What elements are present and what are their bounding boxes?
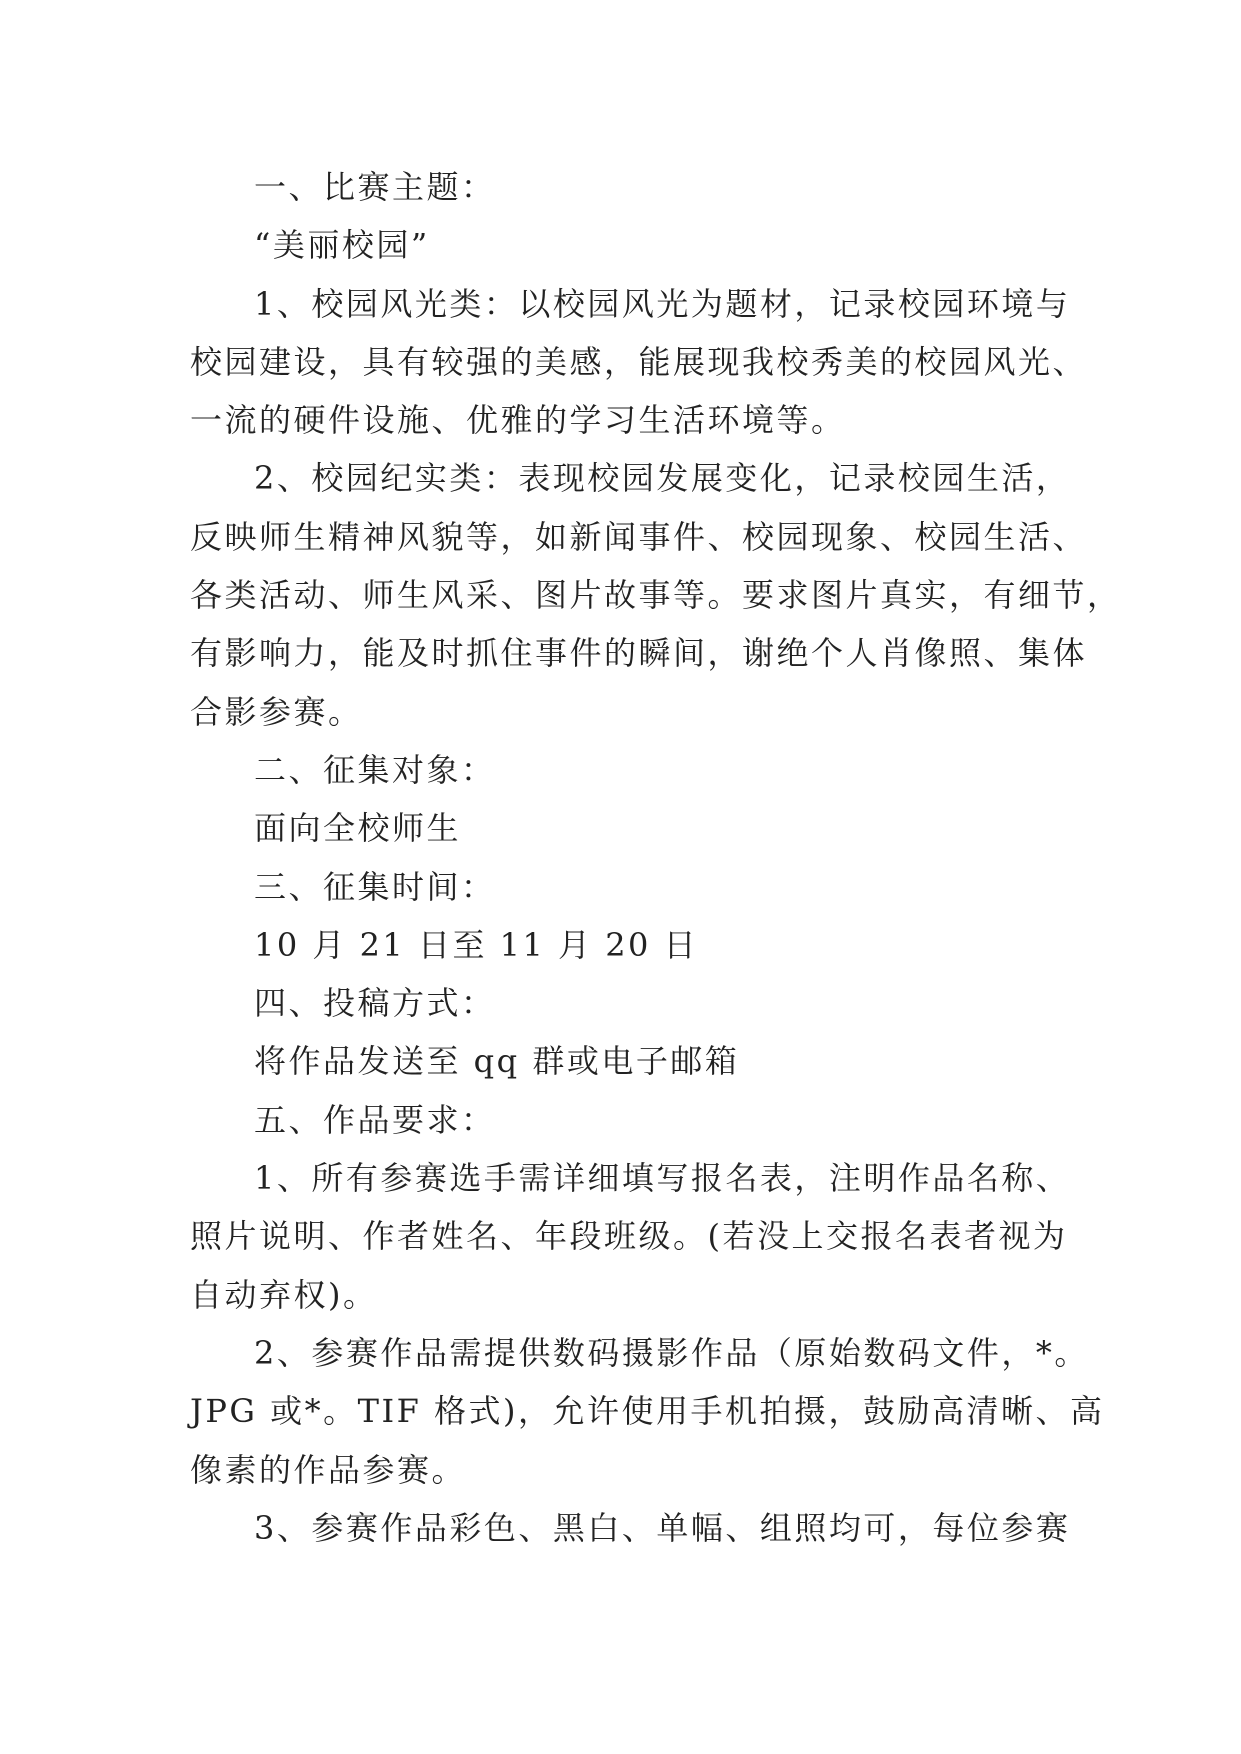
section-3-heading: 三、征集时间： [254, 867, 496, 906]
section-1-heading: 一、比赛主题： [254, 168, 496, 206]
paragraph-line: 反映师生精神风貌等，如新闻事件、校园现象、校园生活、 [190, 517, 1088, 556]
paragraph-line: 1、校园风光类：以校园风光为题材，记录校园环境与 [254, 284, 1071, 323]
section-4-heading: 四、投稿方式： [254, 984, 496, 1023]
paragraph-line: 校园建设，具有较强的美感，能展现我校秀美的校园风光、 [190, 342, 1088, 381]
paragraph-line: 有影响力，能及时抓住事件的瞬间，谢绝个人肖像照、集体 [190, 634, 1088, 673]
paragraph-line: 3、参赛作品彩色、黑白、单幅、组照均可，每位参赛 [254, 1508, 1071, 1547]
paragraph-line: 将作品发送至 qq 群或电子邮箱 [254, 1042, 740, 1081]
paragraph-line: 10 月 21 日至 11 月 20 日 [254, 925, 699, 964]
paragraph-line: 各类活动、师生风采、图片故事等。要求图片真实，有细节， [190, 576, 1122, 615]
paragraph-line: 面向全校师生 [254, 809, 462, 848]
paragraph-line: 自动弃权)。 [190, 1275, 378, 1314]
paragraph-line: 2、校园纪实类：表现校园发展变化，记录校园生活， [254, 459, 1071, 498]
section-2-heading: 二、征集对象： [254, 750, 496, 789]
paragraph-line: 一流的硬件设施、优雅的学习生活环境等。 [190, 401, 846, 440]
theme-title: “美丽校园” [254, 226, 430, 265]
paragraph-line: 合影参赛。 [190, 692, 363, 731]
paragraph-line: 照片说明、作者姓名、年段班级。(若没上交报名表者视为 [190, 1217, 1068, 1256]
paragraph-line: 像素的作品参赛。 [190, 1450, 467, 1489]
paragraph-line: 1、所有参赛选手需详细填写报名表，注明作品名称、 [254, 1159, 1071, 1198]
paragraph-line: 2、参赛作品需提供数码摄影作品（原始数码文件，*。 [254, 1333, 1089, 1372]
document-body [190, 158, 1122, 1557]
section-5-heading: 五、作品要求： [254, 1100, 496, 1139]
paragraph-line: JPG 或*。TIF 格式)，允许使用手机拍摄，鼓励高清晰、高 [190, 1392, 1105, 1431]
